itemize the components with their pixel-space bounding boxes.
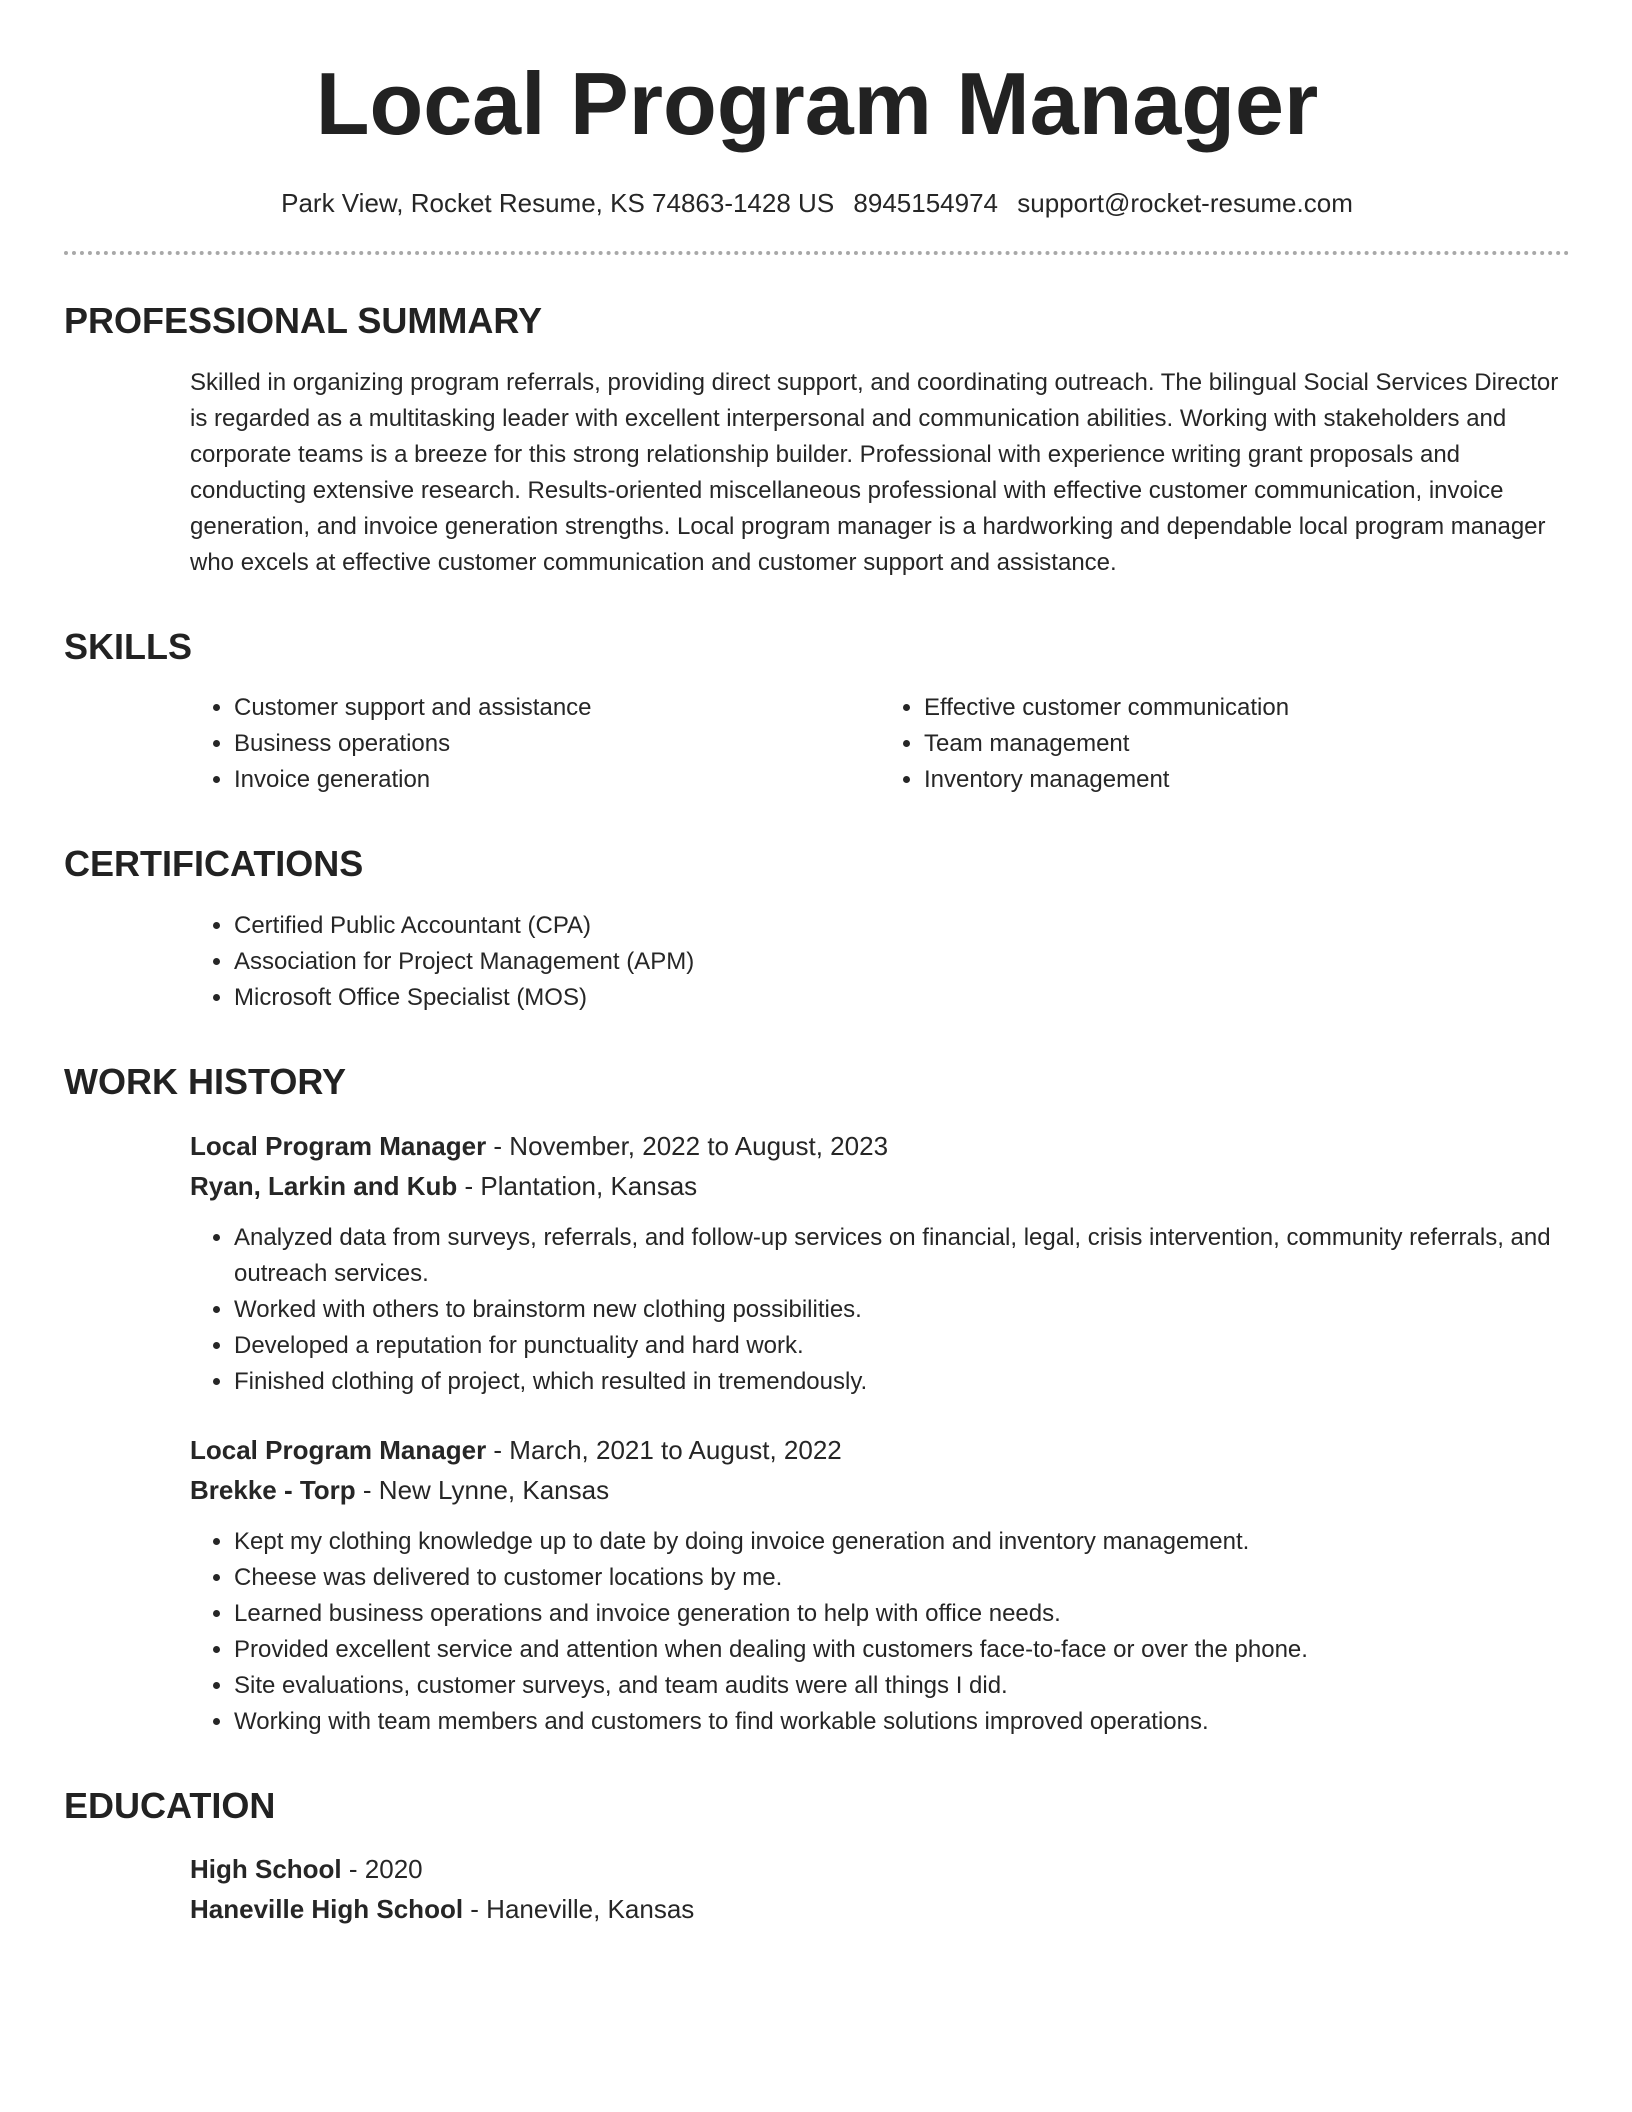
certifications-section bbox=[190, 908, 1570, 1016]
skills-list-left bbox=[190, 690, 880, 798]
job-bullet: • Worked with others to brainstorm new clothing possibilities. bbox=[234, 1292, 1570, 1328]
skill-item: • Customer support and assistance bbox=[234, 690, 880, 726]
job-bullet: • Provided excellent service and attention when dealing with customers face-to-face or over the phone. bbox=[234, 1632, 1570, 1668]
skill-item: • Team management bbox=[924, 726, 1570, 762]
job-bullet: • Site evaluations, customer surveys, and team audits were all things I did. bbox=[234, 1668, 1570, 1704]
contact-email: support@rocket-resume.com bbox=[1017, 188, 1353, 218]
certification-item: • Certified Public Accountant (CPA) bbox=[234, 908, 1570, 944]
job-role: Local Program Manager bbox=[190, 1434, 487, 1465]
education-year: - 2020 bbox=[341, 1854, 423, 1885]
header-divider bbox=[64, 251, 1570, 255]
job-bullet: • Cheese was delivered to customer locations by me. bbox=[234, 1560, 1570, 1596]
certifications-heading: CERTIFICATIONS bbox=[64, 843, 364, 885]
job-title-line bbox=[190, 1430, 1570, 1470]
skill-item: • Business operations bbox=[234, 726, 880, 762]
job-title-line bbox=[190, 1126, 1570, 1166]
job-location: - New Lynne, Kansas bbox=[355, 1474, 610, 1505]
job-dates: - March, 2021 to August, 2022 bbox=[486, 1434, 842, 1465]
job-dates: - November, 2022 to August, 2023 bbox=[486, 1130, 889, 1161]
education-heading: EDUCATION bbox=[64, 1784, 276, 1826]
job-company-line bbox=[190, 1166, 1570, 1206]
resume-page bbox=[64, 0, 1570, 1929]
skills-grid bbox=[190, 690, 1570, 798]
skill-item: • Effective customer communication bbox=[924, 690, 1570, 726]
skills-heading: SKILLS bbox=[64, 625, 193, 667]
contact-line bbox=[64, 188, 1570, 219]
certification-item: • Association for Project Management (APM) bbox=[234, 944, 1570, 980]
job-company-line bbox=[190, 1470, 1570, 1510]
contact-address: Park View, Rocket Resume, KS 74863-1428 US bbox=[281, 188, 835, 218]
job-bullet: • Finished clothing of project, which resulted in tremendously. bbox=[234, 1364, 1570, 1400]
work-history-heading: WORK HISTORY bbox=[64, 1060, 347, 1102]
education-degree-line bbox=[190, 1849, 1570, 1889]
certification-item: • Microsoft Office Specialist (MOS) bbox=[234, 980, 1570, 1016]
resume-name: Local Program Manager bbox=[315, 54, 1319, 153]
job-bullet: • Analyzed data from surveys, referrals, and follow-up services on financial, legal, crisis intervention, community referrals, and outreach services. bbox=[234, 1220, 1570, 1292]
job-entry bbox=[190, 1126, 1570, 1400]
job-bullet: • Developed a reputation for punctuality and hard work. bbox=[234, 1328, 1570, 1364]
job-bullet: • Working with team members and customers to find workable solutions improved operations. bbox=[234, 1704, 1570, 1740]
contact-phone: 8945154974 bbox=[853, 188, 999, 218]
education-location: - Haneville, Kansas bbox=[463, 1894, 695, 1925]
skills-list-right bbox=[880, 690, 1570, 798]
skill-item: • Invoice generation bbox=[234, 762, 880, 798]
job-company: Brekke - Torp bbox=[190, 1474, 356, 1505]
skills-section bbox=[190, 690, 1570, 798]
job-bullets bbox=[190, 1524, 1570, 1740]
job-location: - Plantation, Kansas bbox=[457, 1170, 698, 1201]
education-degree: High School bbox=[190, 1854, 342, 1885]
summary-section bbox=[190, 365, 1570, 581]
certifications-list bbox=[190, 908, 1570, 1016]
job-bullet: • Kept my clothing knowledge up to date by doing invoice generation and inventory management. bbox=[234, 1524, 1570, 1560]
skill-item: • Inventory management bbox=[924, 762, 1570, 798]
summary-text: Skilled in organizing program referrals, providing direct support, and coordinating outreach. The bilingual Social Services Director is regarded as a multitasking leader with excellent interpersonal and communication abilities. Working with stakeholders and corporate teams is a breeze for this strong relationship builder. Professional with experience writing grant proposals and conducting extensive research. Results-oriented miscellaneous professional with effective customer communication, invoice generation, and invoice generation strengths. Local program manager is a hardworking and dependable local program manager who excels at effective customer communication and customer support and assistance. bbox=[190, 368, 1559, 576]
work-history-section bbox=[190, 1126, 1570, 1740]
job-bullet: • Learned business operations and invoice generation to help with office needs. bbox=[234, 1596, 1570, 1632]
job-role: Local Program Manager bbox=[190, 1130, 487, 1161]
job-company: Ryan, Larkin and Kub bbox=[190, 1170, 458, 1201]
education-school: Haneville High School bbox=[190, 1894, 464, 1925]
job-bullets bbox=[190, 1220, 1570, 1400]
job-entry bbox=[190, 1430, 1570, 1740]
education-school-line bbox=[190, 1889, 1570, 1929]
education-section bbox=[190, 1849, 1570, 1929]
summary-heading: PROFESSIONAL SUMMARY bbox=[64, 300, 543, 342]
